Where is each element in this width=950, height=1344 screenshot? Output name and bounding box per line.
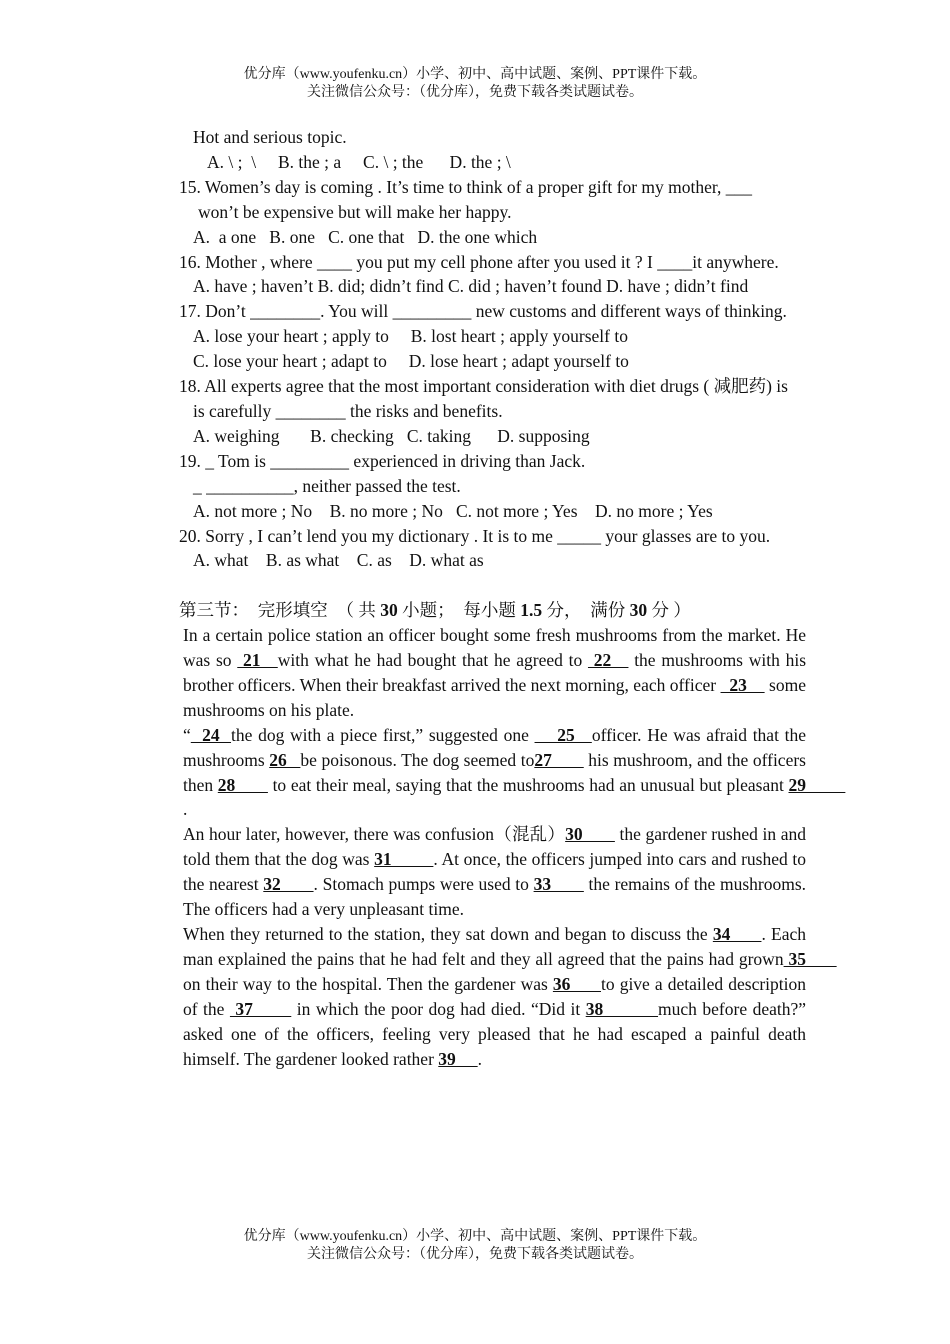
section-title-a: 第三节： 完形填空 （ 共 [179, 600, 381, 621]
blank-26: 26 [269, 749, 301, 770]
text-run: the mushrooms with his brother officers. When their breakfast arrived the next morning, each officer [183, 650, 811, 695]
spacer [144, 573, 806, 598]
text-run: When they returned to the station, they sat down and began to discuss the [183, 923, 713, 944]
text-run: the remains of the mushrooms. The officers had a very unpleasant time. [183, 874, 811, 920]
blank-34: 34 [712, 923, 762, 944]
blank-28: 28 [217, 774, 268, 795]
question-16-options: A. have ; haven’t B. did; didn’t find C. did ; haven’t found D. have ; didn’t find [193, 276, 749, 297]
section-title-d: 分 ） [647, 600, 691, 621]
text-run: to eat their meal, saying that the mushrooms had an unusual but pleasant [267, 774, 789, 795]
blank-31: 31 [374, 849, 434, 870]
question-19-stem: 19. _ Tom is _________ experienced in driving than Jack. [179, 450, 586, 471]
blank-36: 36 [552, 973, 601, 994]
page-header [0, 66, 950, 102]
question-19-continuation: _ __________, neither passed the test. [193, 475, 461, 496]
header-line-2: 关注微信公众号：（优分库），免费下载各类试题试卷。 [307, 85, 643, 100]
text-run: in which the poor dog had died. “Did it [291, 998, 586, 1019]
section-total: 30 [629, 600, 648, 621]
text-run: on their way to the hospital. Then the gardener was [183, 948, 841, 994]
blank-37: 37 [229, 998, 292, 1019]
question-19-options: A. not more ; No B. no more ; No C. not more ; Yes D. no more ; Yes [193, 500, 713, 521]
page-footer [0, 1228, 950, 1264]
footer-line-2: 关注微信公众号：（优分库），免费下载各类试题试卷。 [307, 1247, 643, 1262]
text-run: . Stomach pumps were used to [313, 874, 534, 895]
question-17-stem: 17. Don’t ________. You will _________ new customs and different ways of thinking. [179, 301, 787, 322]
header-line-1: 优分库（www.youfenku.cn）小学、初中、高中试题、案例、PPT课件下载。 [243, 67, 707, 82]
passage-paragraph-2 [144, 723, 846, 823]
blank-24: 24 [190, 724, 232, 745]
footer-line-1: 优分库（www.youfenku.cn）小学、初中、高中试题、案例、PPT课件下载。 [243, 1229, 707, 1244]
section-title-b: 小题； 每小题 [397, 600, 521, 621]
blank-22: 22 [587, 650, 629, 671]
text-run: . At once, the officers jumped into cars and rushed to the nearest [183, 849, 811, 895]
question-20-options: A. what B. as what C. as D. what as [193, 550, 484, 571]
text-run: . [477, 1048, 483, 1069]
passage-paragraph-3 [144, 822, 811, 922]
blank-39: 39 [438, 1048, 478, 1069]
text-run: to give a detailed description of the [183, 973, 811, 1019]
question-17-options-1: A. lose your heart ; apply to B. lost heart ; apply yourself to [193, 326, 628, 347]
text-run: with what he had bought that he agreed to [277, 650, 588, 671]
text-run: be poisonous. The dog seemed to [300, 749, 535, 770]
question-17-options-2: C. lose your heart ; adapt to D. lose heart ; adapt yourself to [193, 351, 629, 372]
blank-33: 33 [533, 874, 584, 895]
text-run: the dog with a piece first,” suggested one [231, 724, 535, 745]
section-count: 30 [380, 600, 398, 621]
question-18-stem: 18. All experts agree that the most important consideration with diet drugs ( 减肥药) is [179, 376, 788, 397]
text-run: some mushrooms on his plate. [183, 674, 811, 720]
blank-21: 21 [237, 650, 278, 671]
question-15-continuation: won’t be expensive but will make her happy. [198, 201, 512, 222]
passage-paragraph-1 [144, 623, 811, 723]
text-run: . [183, 799, 188, 820]
text-run: . Each man explained the pains that he had felt and they all agreed that the pains had grown [183, 923, 811, 969]
text-run: his mushroom, and the officers then [183, 749, 811, 795]
question-20-stem: 20. Sorry , I can’t lend you my dictionary . It is to me _____ your glasses are to you. [179, 525, 771, 546]
text-run: “ [183, 724, 191, 745]
text-run: In a certain police station an officer bought some fresh mushrooms from the market. He was so [183, 625, 811, 671]
blank-35: 35 [783, 948, 837, 969]
question-15-options: A. a one B. one C. one that D. the one which [193, 226, 538, 247]
section-3-title [144, 598, 806, 623]
blank-25: 25 [534, 724, 592, 745]
question-15-stem: 15. Women’s day is coming . It’s time to think of a proper gift for my mother, ___ [179, 176, 753, 197]
question-14-options: A. \ ; \ B. the ; a C. \ ; the D. the ; \ [207, 151, 511, 172]
document-body [144, 125, 846, 1071]
blank-32: 32 [263, 874, 314, 895]
blank-23: 23 [720, 674, 765, 695]
blank-30: 30 [565, 824, 615, 845]
blank-38: 38 [585, 998, 659, 1019]
question-18-options: A. weighing B. checking C. taking D. supposing [193, 425, 590, 446]
blank-27: 27 [534, 749, 584, 770]
text-run: much before death?” asked one of the officers, feeling very pleased that he had escaped a painful death himself. The gardener looked rather [183, 998, 811, 1069]
text-run: officer. He was afraid that the mushrooms [183, 724, 811, 770]
text-run: the gardener rushed in and told them that the dog was [183, 824, 811, 870]
passage-paragraph-4 [144, 922, 841, 1071]
text-run: An hour later, however, there was confusion（混乱） [183, 824, 566, 845]
section-title-c: 分， 满份 [542, 600, 630, 621]
section-points-each: 1.5 [520, 600, 543, 621]
question-18-continuation: is carefully ________ the risks and benefits. [193, 400, 503, 421]
question-16-stem: 16. Mother , where ____ you put my cell phone after you used it ? I ____it anywhere. [179, 251, 779, 272]
question-14-continuation: Hot and serious topic. [193, 127, 347, 147]
blank-29: 29 [788, 774, 846, 795]
